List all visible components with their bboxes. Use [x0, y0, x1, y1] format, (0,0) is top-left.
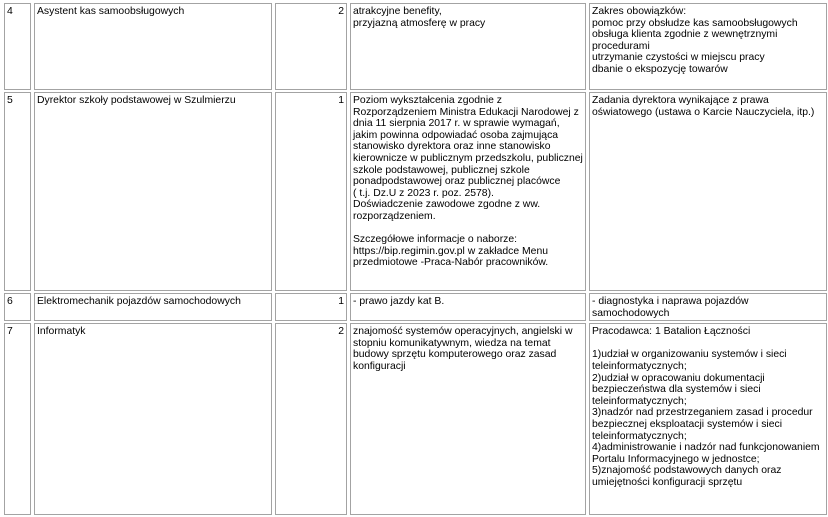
vacancy-count: 2 — [275, 323, 347, 515]
requirements: Poziom wykształcenia zgodnie z Rozporządzeniem Ministra Edukacji Narodowej z dnia 11 sierpnia 2017 r. w sprawie wymagań, jakim powinna odpowiadać osoba zajmująca stanowisko dyrektora oraz inne stanowisko kierownicze w publicznym przedszkolu, publicznej szkole podstawowej, publicznej szkole ponadpodstawowej oraz publicznej placówce ( t.j. Dz.U z 2023 r. poz. 2578). Doświadczenie zawodowe zgodne z ww. rozporządzeniem. Szczegółowe informacje o naborze: https://bip.regimin.gov.pl w zakładce Menu przedmiotowe -Praca-Nabór pracowników. — [350, 92, 586, 291]
position-name: Informatyk — [34, 323, 272, 515]
row-number: 7 — [4, 323, 31, 515]
requirements: znajomość systemów operacyjnych, angielski w stopniu komunikatywnym, wiedza na temat budowy sprzętu komputerowego oraz zasad konfiguracji — [350, 323, 586, 515]
duties: Zadania dyrektora wynikające z prawa oświatowego (ustawa o Karcie Nauczyciela, itp.) — [589, 92, 827, 291]
requirements: atrakcyjne benefity, przyjazną atmosferę w pracy — [350, 3, 586, 90]
duties: Pracodawca: 1 Batalion Łączności 1)udział w organizowaniu systemów i sieci teleinformatycznych; 2)udział w opracowaniu dokumentacji bezpieczeństwa dla systemów i sieci teleinformatycznych; 3)nadzór nad przestrzeganiem zasad i procedur bezpiecznej eksploatacji systemów i sieci teleinformatycznych; 4)administrowanie i nadzór nad funkcjonowaniem Portalu Informacyjnego w jednostce; 5)znajomość podstawowych danych oraz umiejętności konfiguracji sprzętu — [589, 323, 827, 515]
table-row — [4, 92, 827, 291]
position-name: Elektromechanik pojazdów samochodowych — [34, 293, 272, 321]
row-number: 6 — [4, 293, 31, 321]
position-name: Dyrektor szkoły podstawowej w Szulmierzu — [34, 92, 272, 291]
vacancy-count: 1 — [275, 293, 347, 321]
position-name: Asystent kas samoobsługowych — [34, 3, 272, 90]
row-number: 5 — [4, 92, 31, 291]
job-offers-table — [1, 1, 828, 517]
vacancy-count: 2 — [275, 3, 347, 90]
table-row — [4, 3, 827, 90]
table-row — [4, 293, 827, 321]
duties: - diagnostyka i naprawa pojazdów samochodowych — [589, 293, 827, 321]
requirements: - prawo jazdy kat B. — [350, 293, 586, 321]
table-row — [4, 323, 827, 515]
duties: Zakres obowiązków: pomoc przy obsłudze kas samoobsługowych obsługa klienta zgodnie z wewnętrznymi procedurami utrzymanie czystości w miejscu pracy dbanie o ekspozycję towarów — [589, 3, 827, 90]
vacancy-count: 1 — [275, 92, 347, 291]
row-number: 4 — [4, 3, 31, 90]
